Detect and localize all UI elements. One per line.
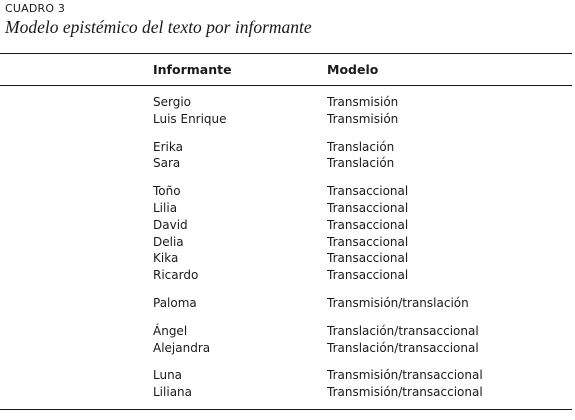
table-title: Modelo epistémico del texto por informante (5, 17, 312, 37)
row-group (0, 323, 572, 357)
bottom-rule (0, 409, 572, 410)
informant-cell: David (153, 217, 188, 232)
informant-cell: Paloma (153, 295, 197, 310)
informant-cell: Erika (153, 139, 183, 154)
table-row (0, 94, 572, 111)
model-cell: Translación (327, 139, 395, 154)
table-row (0, 367, 572, 384)
row-group (0, 94, 572, 128)
model-cell: Transmisión/transaccional (327, 368, 483, 383)
informant-cell: Sara (153, 156, 181, 171)
model-cell: Translación/transaccional (327, 323, 479, 338)
row-group (0, 367, 572, 401)
table-row (0, 295, 572, 312)
model-cell: Transmisión/transaccional (327, 385, 483, 400)
model-cell: Transaccional (327, 184, 409, 199)
informant-cell: Delia (153, 234, 184, 249)
table-row (0, 234, 572, 251)
model-cell: Transaccional (327, 200, 409, 215)
model-cell: Transmisión (327, 111, 399, 126)
model-cell: Transaccional (327, 251, 409, 266)
column-header-model: Modelo (327, 62, 379, 77)
model-cell: Translación (327, 156, 395, 171)
informant-cell: Luis Enrique (153, 111, 227, 126)
informant-cell: Lilia (153, 200, 178, 215)
informant-cell: Liliana (153, 385, 192, 400)
column-header-informant: Informante (153, 62, 232, 77)
table-row (0, 384, 572, 401)
informant-cell: Toño (153, 184, 181, 199)
table-row (0, 111, 572, 128)
model-cell: Transmisión/translación (327, 295, 469, 310)
table-body (0, 94, 572, 412)
informant-cell: Ángel (153, 323, 188, 338)
header-rule (0, 85, 572, 86)
table-row (0, 267, 572, 284)
table-row (0, 139, 572, 156)
table-row (0, 200, 572, 217)
row-group (0, 139, 572, 173)
table-row (0, 323, 572, 340)
table-row (0, 250, 572, 267)
model-cell: Transaccional (327, 234, 409, 249)
informant-cell: Sergio (153, 95, 192, 109)
informant-cell: Luna (153, 368, 183, 383)
informant-cell: Ricardo (153, 268, 199, 283)
table-row (0, 183, 572, 200)
informant-cell: Kika (153, 251, 179, 266)
model-cell: Transaccional (327, 217, 409, 232)
table-row (0, 155, 572, 172)
top-rule (0, 53, 572, 54)
row-group (0, 295, 572, 312)
model-cell: Transaccional (327, 268, 409, 283)
informant-cell: Alejandra (153, 340, 211, 355)
table-row (0, 340, 572, 357)
model-cell: Translación/transaccional (327, 340, 479, 355)
table-row (0, 217, 572, 234)
row-group (0, 183, 572, 284)
model-cell: Transmisión (327, 95, 399, 109)
table-label: CUADRO 3 (5, 2, 66, 15)
